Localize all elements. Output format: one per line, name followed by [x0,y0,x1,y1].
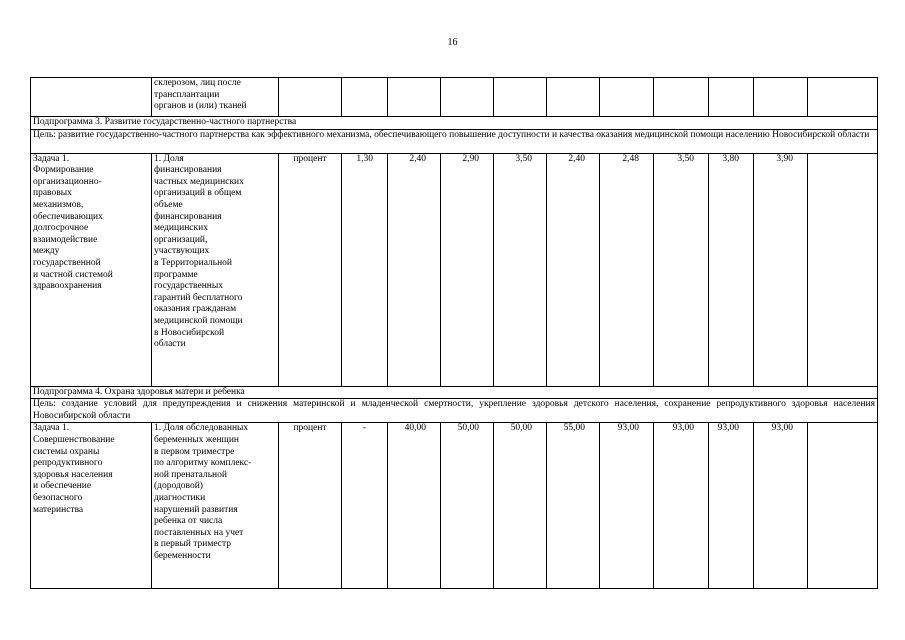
value-cell: 55,00 [547,423,600,589]
subprogram-title: Подпрограмма 3. Развитие государственно-частного партнерства [31,117,878,130]
subprogram-title: Подпрограмма 4. Охрана здоровья матери и ребенка [31,386,878,399]
value-cell: 2,40 [547,153,600,386]
task-cell: Задача 1. Совершенствование системы охраны репродуктивного здоровья населения и обеспечение безопасного материнства [31,423,152,589]
subprogram-row [31,386,878,399]
indicator-cell: 1. Доля финансирования частных медицинских организаций в общем объеме финансирования медицинских организаций, участвующих в Территориальной программе государственных гарантий бесплатного оказания гражданам медицинской помощи в Новосибирской области [152,153,279,386]
task-cell: Задача 1. Формирование организационно- правовых механизмов, обеспечивающих долгосрочное взаимодействие между государственной и частной системой здравоохранения [31,153,152,386]
table-row-continuation [31,78,878,117]
value-cell: 2,48 [600,153,654,386]
goal-text: Цель: развитие государственно-частного партнерства как эффективного механизма, обеспечивающего повышение доступности и качества оказания медицинской помощи населению Новосибирской области [31,129,878,153]
value-cell: 2,90 [441,153,494,386]
unit-cell: процент [279,423,342,589]
subprogram-row [31,117,878,130]
value-cell: 2,40 [388,153,441,386]
value-cell: 50,00 [441,423,494,589]
unit-cell: процент [279,153,342,386]
value-cell: 40,00 [388,423,441,589]
indicator-cell: склерозом, лиц после трансплантации органов и (или) тканей [152,78,279,117]
value-cell: 3,50 [494,153,547,386]
value-cell: 3,50 [654,153,709,386]
goal-row [31,399,878,423]
goal-row [31,129,878,153]
value-cell: 3,90 [754,153,808,386]
table-row [31,423,878,589]
value-cell: 1,30 [342,153,388,386]
page-number: 16 [447,37,458,48]
indicators-table [30,77,878,589]
value-cell: - [342,423,388,589]
value-cell: 93,00 [754,423,808,589]
goal-text: Цель: создание условий для предупреждения и снижения материнской и младенческой смертности, укрепление здоровья детского населения, сохранение репродуктивного здоровья населения Новосибирской области [31,399,878,423]
table-row [31,153,878,386]
value-cell: 93,00 [709,423,754,589]
value-cell: 3,80 [709,153,754,386]
value-cell: 93,00 [654,423,709,589]
value-cell: 50,00 [494,423,547,589]
value-cell: 93,00 [600,423,654,589]
indicator-cell: 1. Доля обследованных беременных женщин в первом триместре по алгоритму комплекс- ной пренатальной (дородовой) диагностики нарушений развития ребенка от числа поставленных на учет в первый триместр беременности [152,423,279,589]
